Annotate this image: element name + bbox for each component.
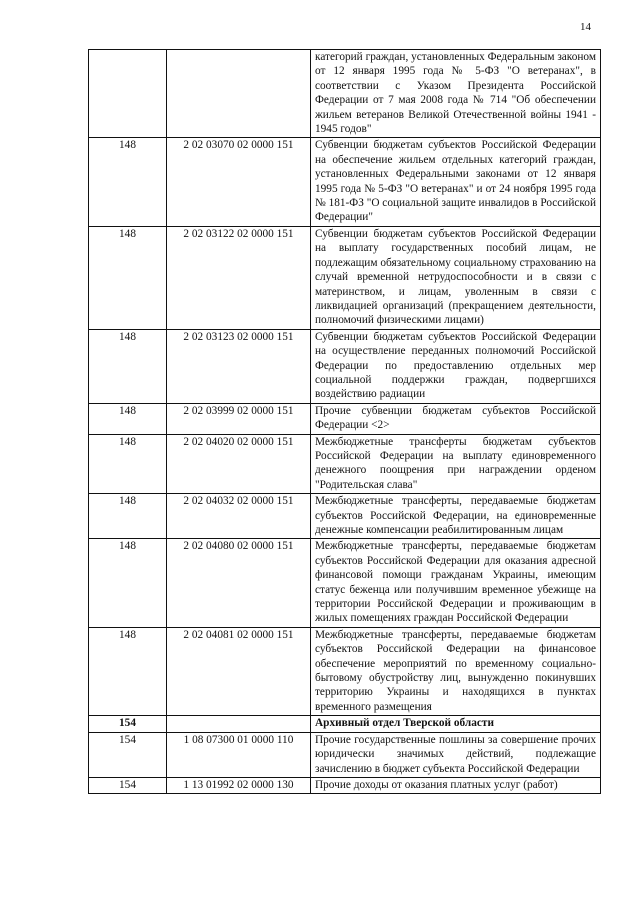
budget-code-cell: 1 08 07300 01 0000 110: [167, 732, 311, 777]
budget-code-cell: 2 02 04081 02 0000 151: [167, 627, 311, 715]
admin-code-cell: 148: [89, 539, 167, 627]
table-row: [89, 777, 601, 793]
description-cell: Субвенции бюджетам субъектов Российской Федерации на осуществление переданных полномочий Российской Федерации по предоставлению отдельных мер социальной поддержки граждан, подвергшихся воздействию радиации: [311, 329, 601, 403]
admin-code-cell: 148: [89, 403, 167, 434]
table-row: [89, 627, 601, 715]
budget-code-cell: 2 02 04080 02 0000 151: [167, 539, 311, 627]
budget-code-cell: [167, 716, 311, 732]
budget-code-cell: 2 02 04020 02 0000 151: [167, 434, 311, 494]
admin-code-cell: 148: [89, 434, 167, 494]
description-cell: Межбюджетные трансферты, передаваемые бюджетам субъектов Российской Федерации на финансовое обеспечение мероприятий по временному социально-бытовому обустройству лиц, вынужденно покинувших территорию Украины и находящихся в пунктах временного размещения: [311, 627, 601, 715]
description-cell: Прочие доходы от оказания платных услуг (работ): [311, 777, 601, 793]
description-cell: Межбюджетные трансферты бюджетам субъектов Российской Федерации на выплату единовременного денежного поощрения при награждении орденом "Родительская слава": [311, 434, 601, 494]
budget-code-cell: 2 02 03070 02 0000 151: [167, 138, 311, 226]
budget-code-cell: 1 13 01992 02 0000 130: [167, 777, 311, 793]
description-cell: Прочие субвенции бюджетам субъектов Российской Федерации <2>: [311, 403, 601, 434]
admin-code-cell: 154: [89, 716, 167, 732]
description-cell: Межбюджетные трансферты, передаваемые бюджетам субъектов Российской Федерации, на единовременные денежные компенсации реабилитированным лицам: [311, 494, 601, 539]
description-cell: Субвенции бюджетам субъектов Российской Федерации на выплату государственных пособий лицам, не подлежащим обязательному социальному страхованию на случай временной нетрудоспособности и в связи с материнством, и лицам, уволенным в связи с ликвидацией организаций (прекращением деятельности, полномочий физическими лицами): [311, 226, 601, 329]
table-row: [89, 434, 601, 494]
table-section-row: [89, 716, 601, 732]
budget-code-cell: 2 02 04032 02 0000 151: [167, 494, 311, 539]
description-cell: Субвенции бюджетам субъектов Российской Федерации на обеспечение жильем отдельных категорий граждан, установленных Федеральными законами от 12 января 1995 года № 5-ФЗ "О ветеранах" и от 24 ноября 1995 года № 181-ФЗ "О социальной защите инвалидов в Российской Федерации": [311, 138, 601, 226]
table-body: [89, 50, 601, 794]
table-row: [89, 539, 601, 627]
table-row: [89, 226, 601, 329]
table-row: [89, 732, 601, 777]
page-number: 14: [580, 21, 591, 33]
budget-code-cell: 2 02 03999 02 0000 151: [167, 403, 311, 434]
revenue-code-table: [88, 49, 601, 794]
table-row: [89, 403, 601, 434]
budget-code-cell: [167, 50, 311, 138]
admin-code-cell: 148: [89, 329, 167, 403]
admin-code-cell: 148: [89, 226, 167, 329]
budget-code-cell: 2 02 03122 02 0000 151: [167, 226, 311, 329]
table-row: [89, 329, 601, 403]
table-row: [89, 494, 601, 539]
description-cell: Прочие государственные пошлины за совершение прочих юридически значимых действий, подлежащие зачислению в бюджет субъекта Российской Федерации: [311, 732, 601, 777]
admin-code-cell: 148: [89, 494, 167, 539]
description-cell: Межбюджетные трансферты, передаваемые бюджетам субъектов Российской Федерации для оказания адресной финансовой помощи гражданам Украины, имеющим статус беженца или получившим временное убежище на территории Российской Федерации и проживающим в жилых помещениях граждан Российской Федерации: [311, 539, 601, 627]
admin-code-cell: 148: [89, 138, 167, 226]
admin-code-cell: 154: [89, 777, 167, 793]
admin-code-cell: 148: [89, 627, 167, 715]
table-row: [89, 138, 601, 226]
table-row: [89, 50, 601, 138]
description-cell: категорий граждан, установленных Федеральным законом от 12 января 1995 года № 5-ФЗ "О ветеранах", в соответствии с Указом Президента Российской Федерации от 7 мая 2008 года № 714 "Об обеспечении жильем ветеранов Великой Отечественной войны 1941 - 1945 годов": [311, 50, 601, 138]
admin-code-cell: 154: [89, 732, 167, 777]
description-cell: Архивный отдел Тверской области: [311, 716, 601, 732]
admin-code-cell: [89, 50, 167, 138]
budget-code-cell: 2 02 03123 02 0000 151: [167, 329, 311, 403]
